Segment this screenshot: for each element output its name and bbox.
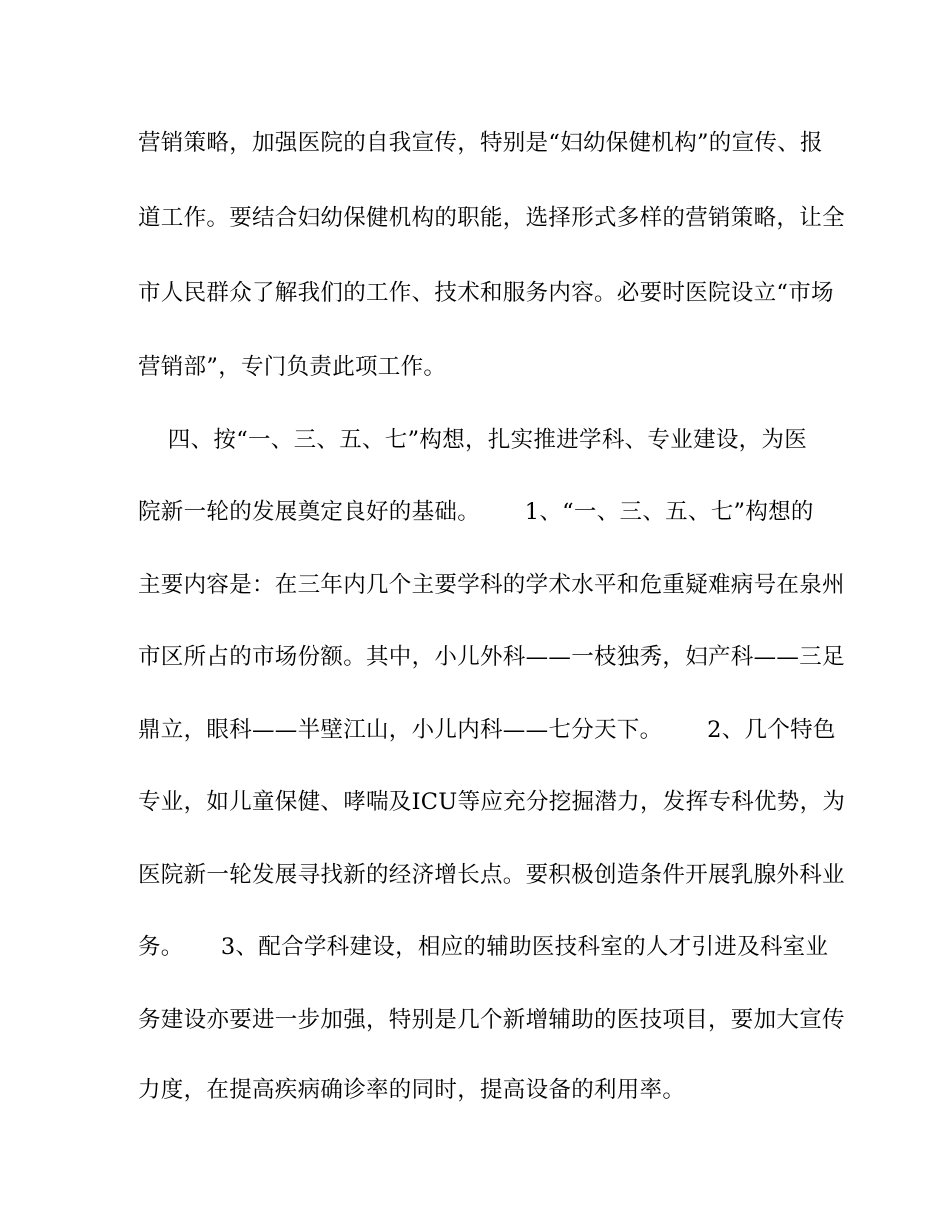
text-line: 市人民群众了解我们的工作、技术和服务内容。必要时医院设立“市场	[138, 280, 834, 306]
text-line: 市区所占的市场份额。其中，小儿外科——一枝独秀，妇产科——三足	[138, 644, 845, 670]
text-line: 鼎立，眼科——半壁江山，小儿内科——七分天下。 2、几个特色	[138, 717, 836, 743]
text-line: 道工作。要结合妇幼保健机构的职能，选择形式多样的营销策略，让全	[138, 205, 845, 231]
text-line: 营销策略，加强医院的自我宣传，特别是“妇幼保健机构”的宣传、报	[138, 130, 823, 156]
text-line: 医院新一轮发展寻找新的经济增长点。要积极创造条件开展乳腺外科业	[138, 862, 845, 888]
text-line: 务。 3、配合学科建设，相应的辅助医技科室的人才引进及科室业	[138, 934, 829, 960]
text-line: 力度，在提高疾病确诊率的同时，提高设备的利用率。	[138, 1077, 686, 1103]
text-line: 务建设亦要进一步加强，特别是几个新增辅助的医技项目，要加大宣传	[138, 1007, 845, 1033]
text-line: 四、按“一、三、五、七”构想，扎实推进学科、专业建设，为医	[138, 427, 808, 453]
text-line: 院新一轮的发展奠定良好的基础。 1、“一、三、五、七”构想的	[138, 499, 814, 525]
text-line: 营销部”，专门负责此项工作。	[138, 354, 447, 380]
text-line: 专业，如儿童保健、哮喘及ICU等应充分挖掘潜力，发挥专科优势，为	[138, 789, 846, 815]
text-line: 主要内容是：在三年内几个主要学科的学术水平和危重疑难病号在泉州	[138, 572, 845, 598]
